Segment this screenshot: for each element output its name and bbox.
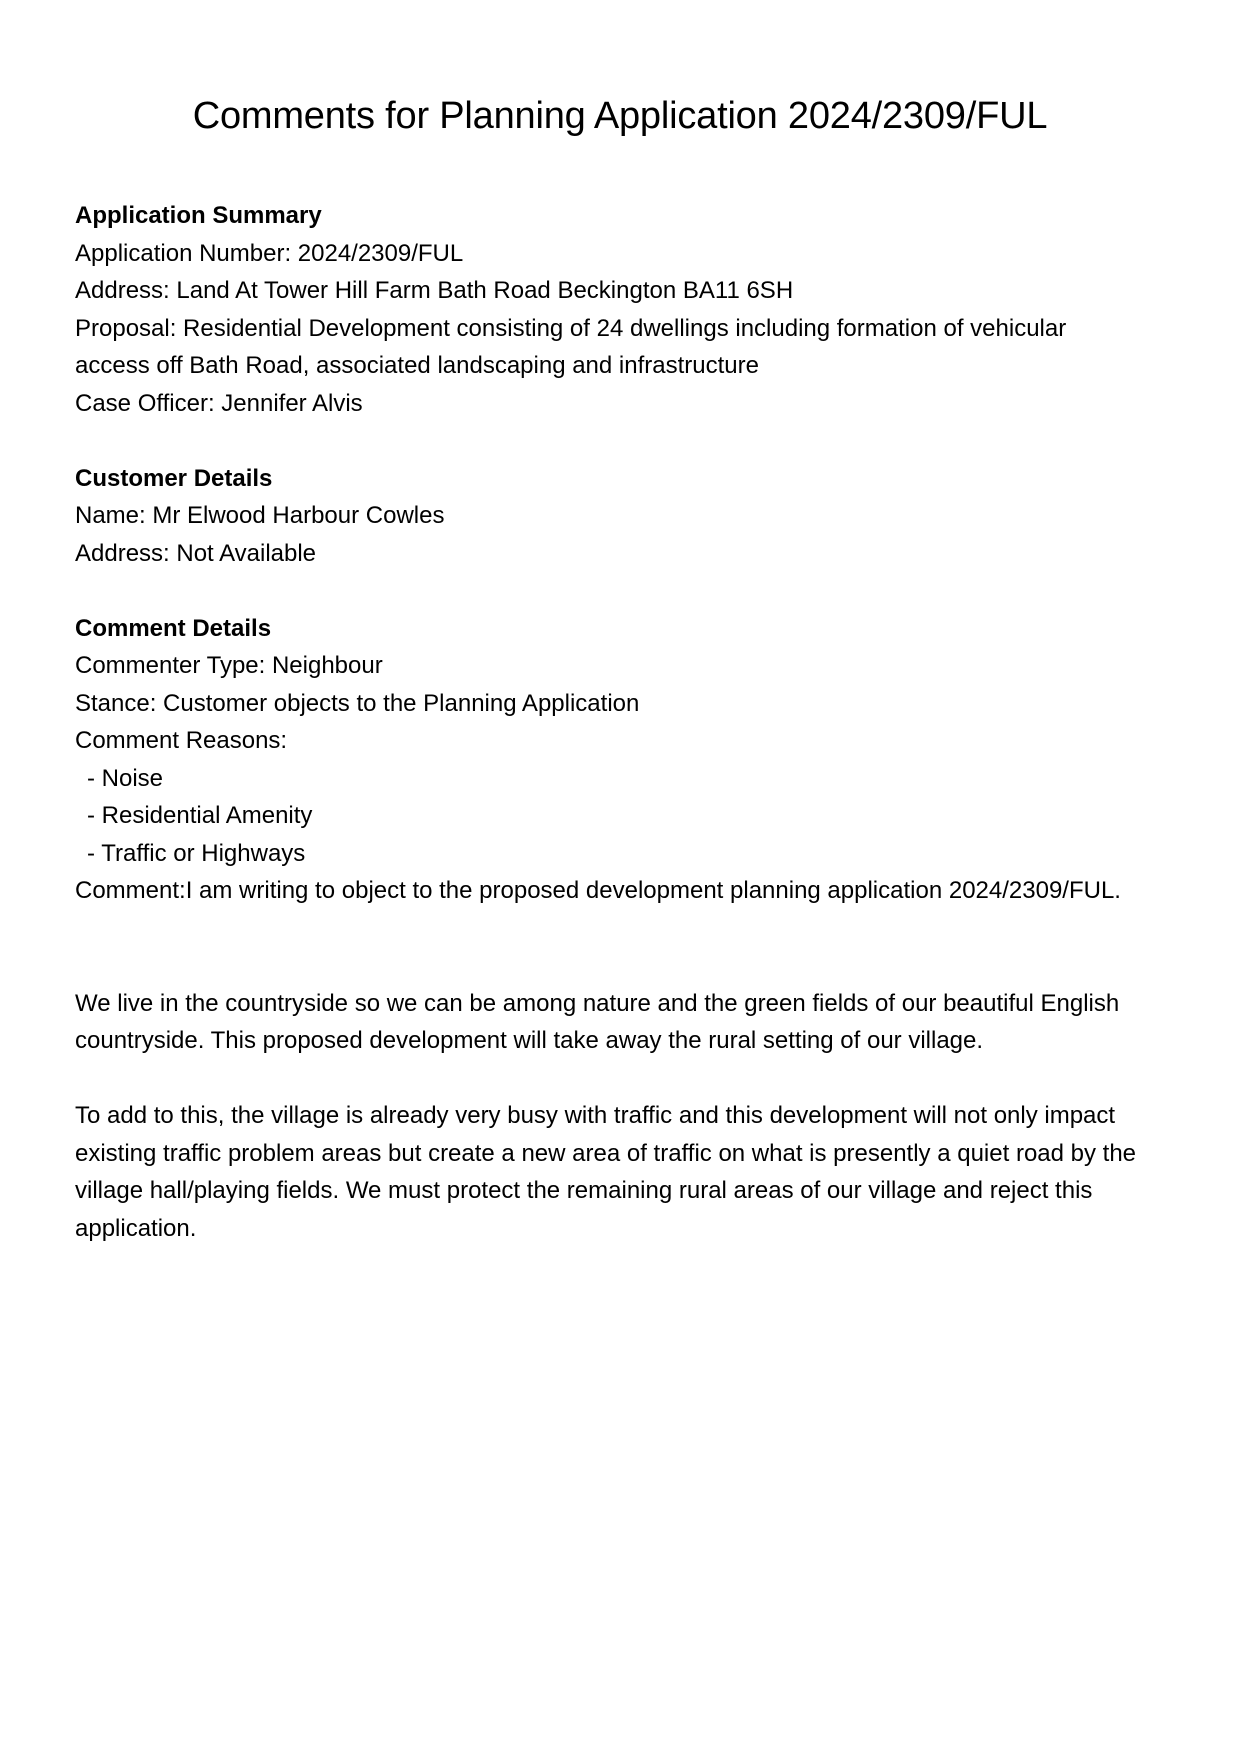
comment-details-heading: Comment Details: [75, 614, 272, 642]
paragraph-spacer: [75, 910, 1185, 948]
application-proposal: Proposal: Residential Development consisting of 24 dwellings including formation of vehicular access off Bath Road, associated landscaping and infrastructure: [75, 314, 1067, 379]
comment-text: Comment:I am writing to object to the proposed development planning application 2024/2309/FUL.: [75, 877, 1121, 904]
application-number: Application Number: 2024/2309/FUL: [75, 239, 464, 267]
customer-details-section: [75, 460, 1185, 573]
comment-reason-item: - Traffic or Highways: [87, 839, 306, 867]
comment-reasons-label: Comment Reasons:: [75, 727, 288, 754]
application-address: Address: Land At Tower Hill Farm Bath Road Beckington BA11 6SH: [75, 277, 794, 304]
section-spacer: [75, 572, 1185, 610]
comment-paragraph: We live in the countryside so we can be among nature and the green fields of our beautiful English countryside. This proposed development will take away the rural setting of our village.: [75, 989, 1120, 1054]
customer-details-heading: Customer Details: [75, 464, 273, 492]
comment-reason-item: - Residential Amenity: [87, 802, 313, 829]
comment-stance: Stance: Customer objects to the Planning Application: [75, 689, 640, 717]
page-title: Comments for Planning Application 2024/2309/FUL: [192, 95, 1048, 137]
application-summary-section: [75, 197, 1185, 422]
customer-address: Address: Not Available: [75, 539, 317, 567]
comment-paragraph: To add to this, the village is already very busy with traffic and this development will not only impact existing traffic problem areas but create a new area of traffic on what is presently a quiet road by the village hall/playing fields. We must protect the remaining rural areas of our village and reject this application.: [75, 1102, 1137, 1242]
application-summary-heading: Application Summary: [75, 202, 322, 229]
document-body: [75, 197, 1185, 1247]
comment-details-section: [75, 610, 1185, 1248]
comment-reason-item: - Noise: [87, 764, 164, 792]
paragraph-spacer: [75, 1060, 1185, 1098]
commenter-type: Commenter Type: Neighbour: [75, 652, 383, 679]
section-spacer: [75, 422, 1185, 460]
case-officer: Case Officer: Jennifer Alvis: [75, 389, 363, 417]
paragraph-spacer: [75, 947, 1185, 985]
customer-name: Name: Mr Elwood Harbour Cowles: [75, 502, 445, 529]
